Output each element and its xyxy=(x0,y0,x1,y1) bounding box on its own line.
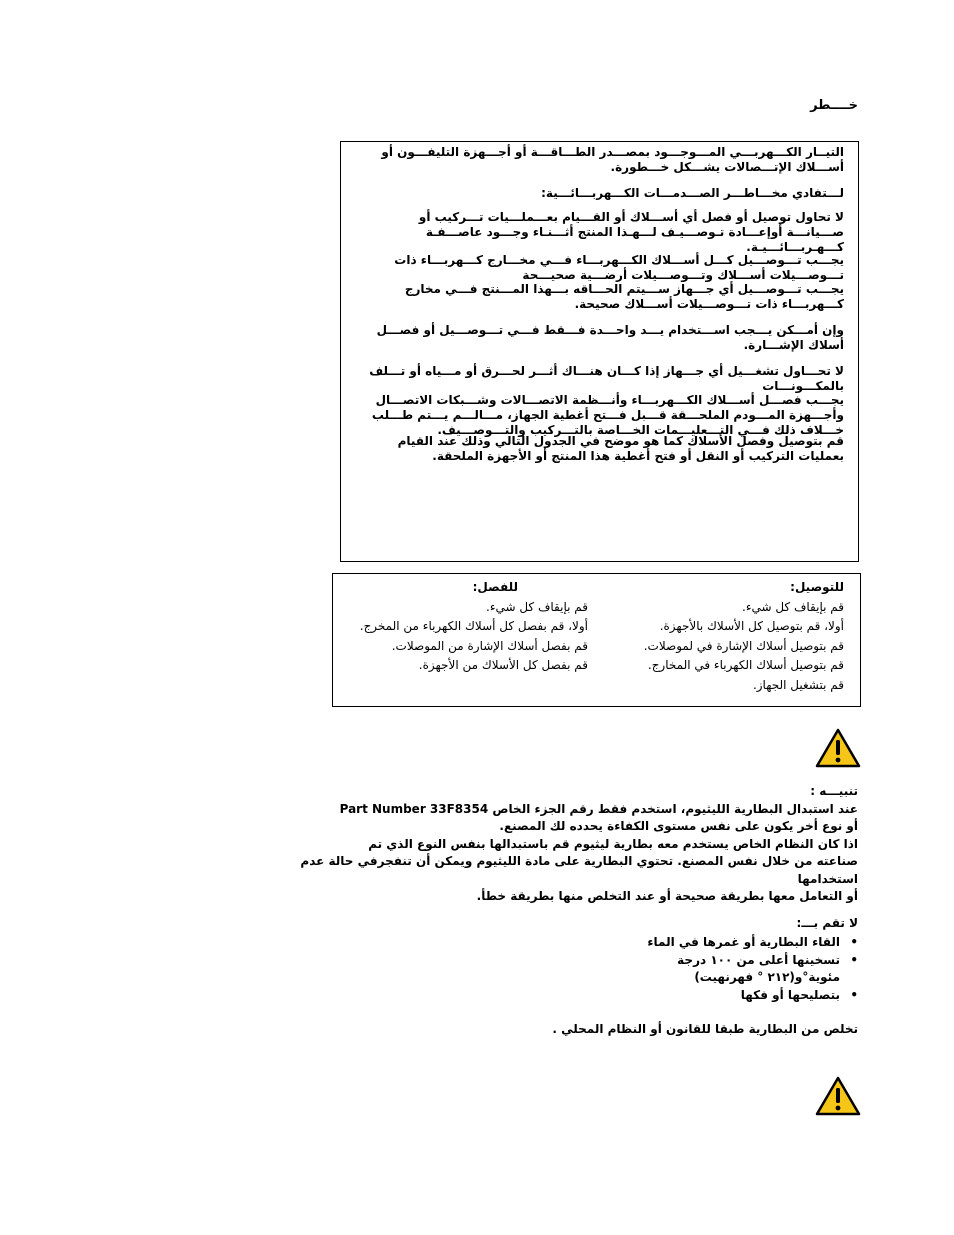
connect-step: قم بتوصيل أسلاك الكهرباء في المخارج. xyxy=(647,658,844,672)
connect-step: قم بتشغيل الجهاز. xyxy=(752,677,844,692)
danger-paragraph: يجـــب فصـــل أســـلاك الكـــهربـــاء وأنـــظمة الاتصـــالات وشـــبكات الاتصـــال وأجـــهزة المـــودم الملحـــقة قـــبل فـــتح أغطية الجهاز، مـــالـــم يـــتم طـــلب خـــلاف ذلك فـــي التـــعليـــمات الخـــاصة بالتـــركيب والتـــوصـــيف. xyxy=(371,393,844,437)
disconnect-step: قم بفصل كل الأسلاك من الأجهزة. xyxy=(418,658,588,672)
caution-section xyxy=(298,783,858,1039)
disconnect-column xyxy=(343,578,588,676)
caution-line: أو التعامل معها بطريقة صحيحة أو عند التخلص منها بطريقة خطأ. xyxy=(476,889,858,903)
connection-steps-box xyxy=(332,573,861,707)
warning-icon xyxy=(815,728,861,772)
caution-label: تنبيـــه : xyxy=(810,784,858,798)
caution-line: أو نوع أخر يكون على نفس مستوى الكفاءة يحدده لك المصنع. xyxy=(499,819,858,833)
warning-icon xyxy=(815,1076,861,1120)
donot-item: • تسخينها أعلى من ١٠٠ درجة مئوية°و(٢١٢ ° فهرنهيت) xyxy=(618,952,858,987)
danger-paragraph: لا تحـــاول تشغـــيل أي جـــهاز إذا كـــان هنـــاك أثـــر لحـــرق أو مـــياه أو تـــلف بالمكـــونـــات xyxy=(369,364,844,393)
disposal-note: تخلص من البطارية طبقا للقانون أو النظام المحلي . xyxy=(552,1022,858,1036)
danger-paragraph: قم بتوصيل وفصل الأسلاك كما هو موضح في الجدول التالي وذلك عند القيام بعمليات التركيب أو النقل أو فتح أغطية هذا المنتج أو الأجهزة الملحقة. xyxy=(397,434,844,463)
disconnect-heading: للفصل: xyxy=(472,580,518,594)
caution-line: عند استبدال البطارية الليثيوم، استخدم فقط رقم الجزء الخاص Part Number 33F8354 xyxy=(339,801,858,816)
danger-paragraph: لـــتفادي مخـــاطـــر الصـــدمـــات الكـــهربـــائـــية: xyxy=(541,186,844,200)
danger-paragraph: التيــار الكـــهربـــي المـــوجـــود بمصـــدر الطـــاقـــة أو أجـــهزة التليفـــون أو أســـلاك الإتـــصالات يشـــكل خـــطورة. xyxy=(381,145,844,174)
connect-step: أولا، قم بتوصيل كل الأسلاك بالأجهزة. xyxy=(659,619,844,633)
donot-list xyxy=(618,934,858,1004)
danger-paragraph: يجـــب تـــوصـــيل كـــل أســـلاك الكـــهربـــاء فـــي مخـــارج كـــهربـــاء ذات تـــوصـــيلات أســـلاك وتـــوصـــيلات أرضـــية صحيـــحة xyxy=(394,253,844,282)
connect-column xyxy=(609,578,844,695)
danger-paragraph: يجـــب تـــوصـــيل أي جـــهاز ســـيتم الحـــاقه بـــهذا المـــنتج فـــي مخارج كـــهربـــاء ذات تـــوصـــيلات أســـلاك صحيحة. xyxy=(404,282,844,311)
danger-paragraph: لا تحاول توصيل أو فصل أي أســـلاك أو القـــيام بعـــملـــيات تـــركيب أو صـــيانـــة أوإعـــادة تـوصـــيـف لـــهـذا المنتج أثـــنـاء وجـــود عاصـــفـة كـــهـربـــائـــيـة. xyxy=(418,210,844,254)
danger-paragraph: وإن أمـــكن يـــجب اســـتخدام يـــد واحـــدة فـــقط فـــي تـــوصـــيل أو فصـــل أسلاك الإشـــارة. xyxy=(376,323,844,352)
connect-step: قم بإيقاف كل شيء. xyxy=(742,599,844,614)
caution-line: اذا كان النظام الخاص يستخدم معه بطارية ليثيوم قم باستبدالها بنفس النوع الذي تم xyxy=(368,836,858,851)
caution-line: صناعته من خلال نفس المصنع. تحتوي البطارية على مادة الليثيوم ويمكن أن تنفجرفي حالة عدم استخدامها xyxy=(300,854,858,886)
disconnect-step: قم بفصل أسلاك الإشارة من الموصلات. xyxy=(391,638,588,653)
danger-title: خــــطر xyxy=(810,98,858,113)
connect-heading: للتوصيل: xyxy=(790,580,844,594)
disconnect-step: قم بإيقاف كل شيء. xyxy=(486,599,588,614)
donot-item: • بتصليحها أو فكها xyxy=(618,987,858,1005)
donot-item: • القاء البطارية أو غمرها في الماء xyxy=(618,934,858,952)
danger-box xyxy=(340,141,859,562)
donot-label: لا تقم بـــ: xyxy=(796,915,858,930)
connect-step: قم بتوصيل أسلاك الإشارة في لموصلات. xyxy=(643,638,844,653)
disconnect-step: أولا، قم بفصل كل أسلاك الكهرباء من المخرج. xyxy=(359,619,588,633)
